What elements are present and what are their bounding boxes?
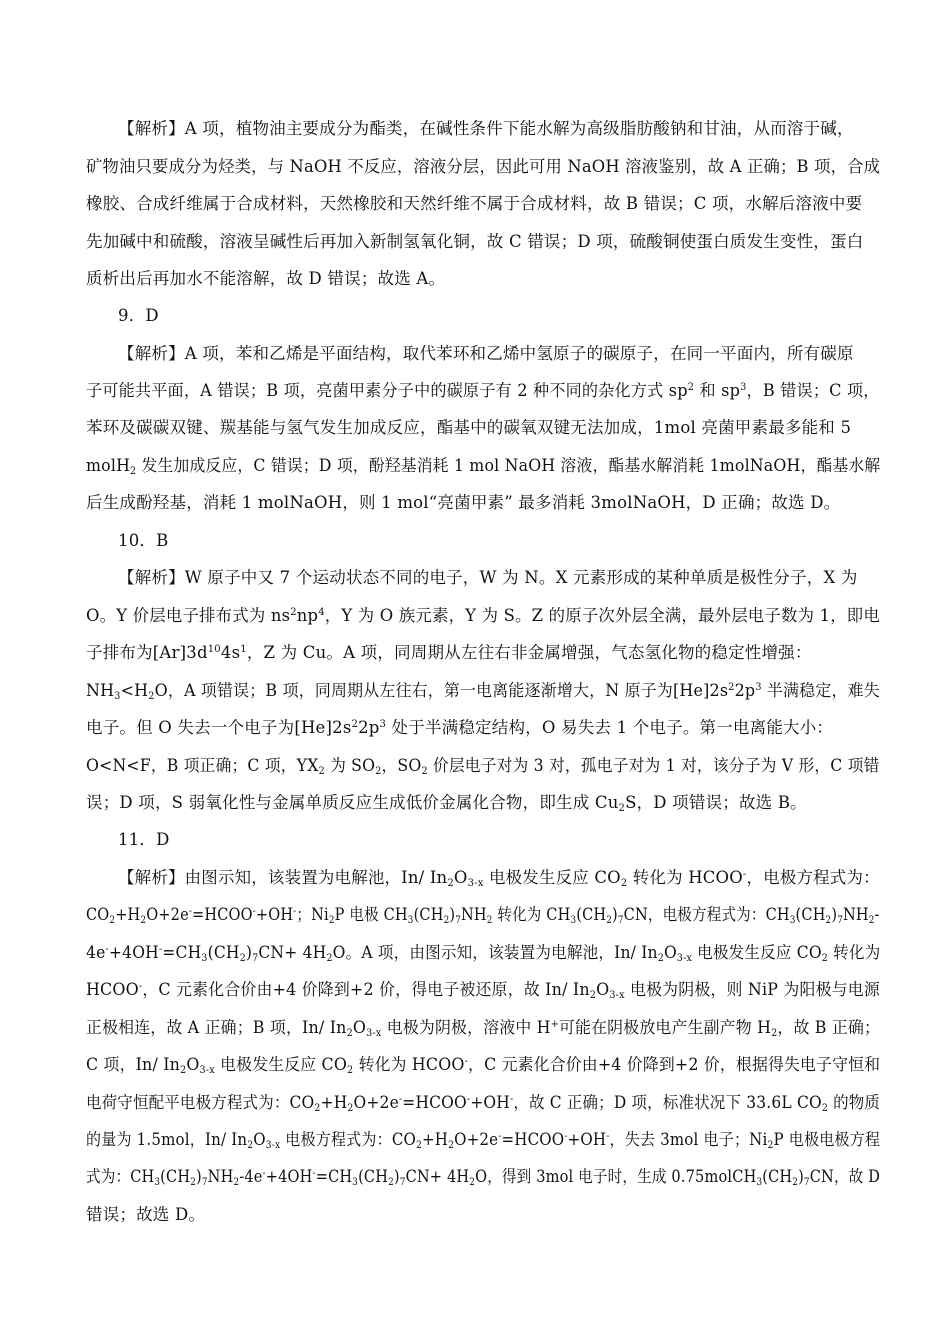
text-line: 【解析】A 项，苯和乙烯是平面结构，取代苯环和乙烯中氢原子的碳原子，在同一平面内，所有碳原 [118,344,854,363]
text-line: 矿物油只要成分为烃类，与 NaOH 不反应，溶液分层，因此可用 NaOH 溶液鉴别，故 A 正确；B 项，合成 [86,157,881,176]
text-line: 【解析】W 原子中又 7 个运动状态不同的电子，W 为 N。X 元素形成的某种单质是极性分子，X 为 [118,568,858,587]
text-line: 先加碱中和硫酸，溶液呈碱性后再加入新制氢氧化铜，故 C 错误；D 项，硫酸铜使蛋白质发生变性，蛋白 [86,232,864,251]
text-line: $4e^-+4OH^-=CH_3(CH_2)_7CN+ 4H_2O$。A 项，由图示知，该装置为电解池，In/ $In_2O_{3-x}$ 电极发生反应 $CO_2$ 转化为 [86,943,881,964]
question-answer-11: 11．D [118,830,170,849]
text-line: 误；D 项，S 弱氧化性与金属单质反应生成低价金属化合物，即生成 $Cu_2S$，D 项错误；故选 B。 [86,793,807,814]
text-line: 质析出后再加水不能溶解，故 D 错误；故选 A。 [86,269,446,288]
text-line: 【解析】由图示知，该装置为电解池，In/ $In_2O_{3-x}$ 电极发生反应 $CO_2$ 转化为 HCOO-，电极方程式为： [118,868,880,889]
text-line: molH$_2$ 发生加成反应，C 错误；D 项，酚羟基消耗 1 mol NaOH 溶液，酯基水解消耗 1molNaOH，酯基水解 [86,456,881,477]
question-answer-10: 10．B [118,531,169,550]
text-line: 子可能共平面，A 错误；B 项，亮菌甲素分子中的碳原子有 2 种不同的杂化方式 $sp^2$ 和 $sp^3$，B 错误；C 项， [86,381,880,400]
text-line: 橡胶、合成纤维属于合成材料，天然橡胶和天然纤维不属于合成材料，故 B 错误；C 项，水解后溶液中要 [86,194,863,213]
question-answer-9: 9．D [118,306,159,325]
text-line: 电荷守恒配平电极方程式为：$CO_2+H_2O+2e^-=HCOO^-+OH^-$，故 C 正确；D 项，标准状况下 33.6L $CO_2$ 的物质 [86,1093,881,1114]
text-line: $CO_2+H_2O+2e^-=HCOO^-+OH^-$；$Ni_2P$ 电极 $CH_3(CH_2)_7NH_2$ 转化为 $CH_3(CH_2)_7CN$，电极方程式为：$CH_3(CH_2)_7NH_2-$ [86,905,880,926]
text-line: 式为：$CH_3(CH_2)_7NH_2-4e^-+4OH^-=CH_3(CH_2)_7CN+ 4H_2O$，得到 3mol 电子时，生成 $0.75molCH_3(CH_2)_7CN$，故 D [86,1167,881,1188]
text-line: 正极相连，故 A 正确；B 项，In/ $In_2O_{3-x}$ 电极为阴极，溶液中 H+可能在阴极放电产生副产物 $H_2$，故 B 正确； [86,1018,881,1039]
text-line: 的量为 1.5mol，In/ $In_2O_{3-x}$ 电极方程式为：$CO_2+H_2O+2e^-=HCOO^-+OH^-$，失去 3mol 电子；$Ni_2P$ 电极电极方程 [86,1130,881,1151]
text-line: 电子。但 O 失去一个电子为$[He]2s^22p^3$ 处于半满稳定结构，O 易失去 1 个电子。第一电离能大小： [86,718,834,737]
text-line: 后生成酚羟基，消耗 1 molNaOH，则 1 mol“亮菌甲素” 最多消耗 3molNaOH，D 正确；故选 D。 [86,493,841,512]
text-line: C 项，In/ $In_2O_{3-x}$ 电极发生反应 $CO_2$ 转化为 HCOO-，C 元素化合价由+4 价降到+2 价，根据得失电子守恒和 [86,1055,881,1076]
text-line: 苯环及碳碳双键、羰基能与氢气发生加成反应，酯基中的碳氧双键无法加成，1mol 亮菌甲素最多能和 5 [86,418,852,437]
text-line: 【解析】A 项，植物油主要成分为酯类，在碱性条件下能水解为高级脂肪酸钠和甘油，从而溶于碱， [118,119,854,138]
text-line: O<N<F，B 项正确；C 项，$YX_2$ 为 $SO_2$，$SO_2$ 价层电子对为 3 对，孤电子对为 1 对，该分子为 V 形，C 项错 [86,756,880,777]
text-line: O。Y 价层电子排布式为 $ns^2np^4$，Y 为 O 族元素，Y 为 S。Z 的原子次外层全满，最外层电子数为 1，即电 [86,606,880,625]
text-line: HCOO-，C 元素化合价由+4 价降到+2 价，得电子被还原，故 In/ $In_2O_{3-x}$ 电极为阴极，则 NiP 为阳极与电源 [86,980,880,1001]
text-line: 错误；故选 D。 [86,1205,206,1224]
text-line: 子排布为$[Ar]3d^{10}4s^1$，Z 为 Cu。A 项，同周期从左往右非金属增强，气态氢化物的稳定性增强： [86,643,812,662]
text-line: $NH_3<H_2O$，A 项错误；B 项，同周期从左往右，第一电离能逐渐增大，N 原子为$[He]2s^22p^3$ 半满稳定，难失 [86,681,880,702]
